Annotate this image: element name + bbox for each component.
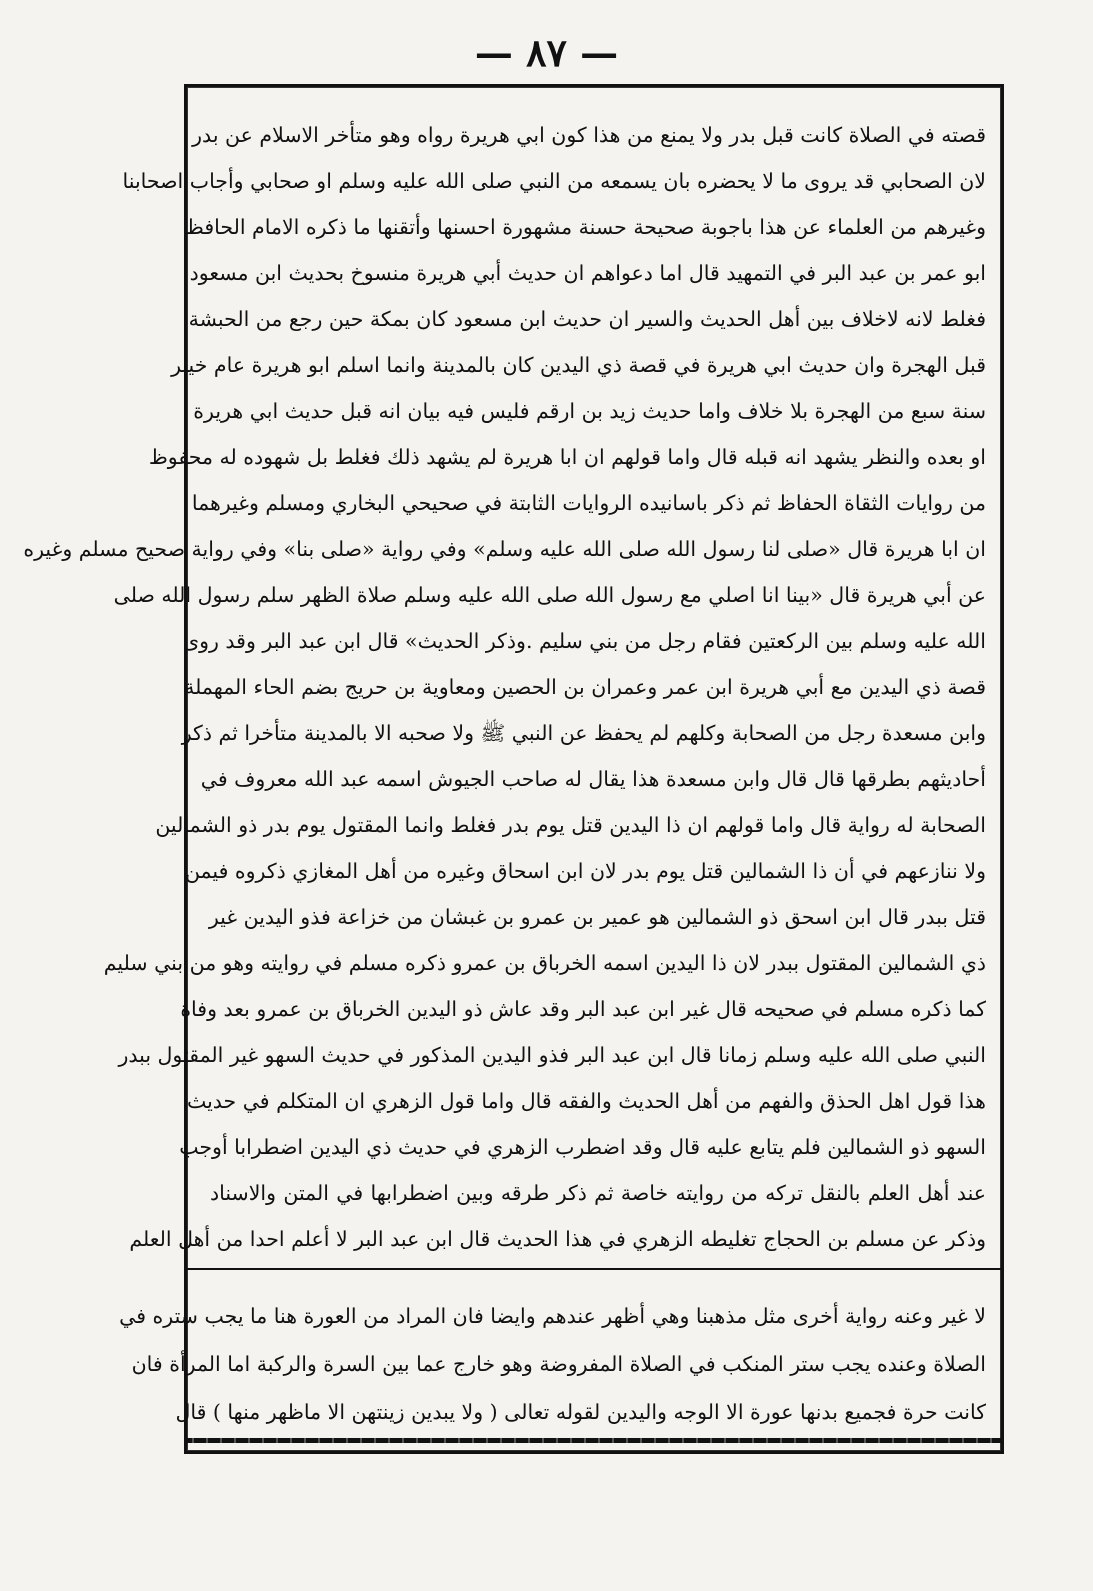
footnote-line: كانت حرة فجميع بدنها عورة الا الوجه واليدين لقوله تعالى ( ولا يبدين زينتهن الا ماظهر منها ) قال	[175, 1400, 986, 1424]
text-line: عند أهل العلم بالنقل تركه من روايته خاصة ثم ذكر طرقه وبين اضطرابها في المتن والاسناد	[210, 1181, 986, 1205]
text-line: من روايات الثقاة الحفاظ ثم ذكر باسانيده الروايات الثابتة في صحيحي البخاري ومسلم وغيرهما	[191, 491, 986, 515]
footnote-text	[119, 1292, 986, 1436]
text-line: قصة ذي اليدين مع أبي هريرة ابن عمر وعمران بن الحصين ومعاوية بن حريج بضم الحاء المهملة	[184, 675, 986, 699]
text-line: السهو ذو الشمالين فلم يتابع عليه قال وقد اضطرب الزهري في حديث ذي اليدين اضطرابا أوجب	[179, 1135, 986, 1159]
text-line: ولا ننازعهم في أن ذا الشمالين قتل يوم بدر لان ابن اسحاق وغيره من أهل المغازي ذكروه فيمن	[184, 859, 986, 883]
footnote-divider	[186, 1268, 1002, 1270]
text-line: ان ابا هريرة قال «صلى لنا رسول الله صلى الله عليه وسلم» وفي رواية «صلى بنا» وفي رواية صحيح مسلم وغيره	[23, 537, 986, 561]
text-line: ابو عمر بن عبد البر في التمهيد قال اما دعواهم ان حديث أبي هريرة منسوخ بحديث ابن مسعود	[189, 261, 986, 285]
text-line: كما ذكره مسلم في صحيحه قال غير ابن عبد البر وقد عاش ذو اليدين الخرباق بن عمرو بعد وفاة	[180, 997, 986, 1021]
text-line: وذكر عن مسلم بن الحجاج تغليطه الزهري في هذا الحديث قال ابن عبد البر لا أعلم احدا من أهل العلم	[129, 1227, 986, 1251]
text-line: الصحابة له رواية قال واما قولهم ان ذا اليدين قتل يوم بدر فغلط وانما المقتول يوم بدر ذو الشمالين	[155, 813, 986, 837]
text-line: أحاديثهم بطرقها قال قال وابن مسعدة هذا يقال له صاحب الجيوش اسمه عبد الله معروف في	[200, 767, 986, 791]
text-line: فغلط لانه لاخلاف بين أهل الحديث والسير ان حديث ابن مسعود كان بمكة حين رجع من الحبشة	[188, 307, 986, 331]
page-number: — ٨٧ —	[474, 30, 619, 75]
footnote-line: لا غير وعنه رواية أخرى مثل مذهبنا وهي أظهر عندهم وايضا فان المراد من العورة هنا ما يجب ستره في	[119, 1304, 986, 1328]
footnote-line: الصلاة وعنده يجب ستر المنكب في الصلاة المفروضة وهو خارج عما بين السرة والركبة اما المرأة فان	[131, 1352, 986, 1376]
text-line: لان الصحابي قد يروى ما لا يحضره بان يسمعه من النبي صلى الله عليه وسلم او صحابي وأجاب اصحابنا	[122, 169, 986, 193]
text-line: الله عليه وسلم بين الركعتين فقام رجل من بني سليم .وذكر الحديث» قال ابن عبد البر وقد روى	[183, 629, 986, 653]
text-line: قتل ببدر قال ابن اسحق ذو الشمالين هو عمير بن عمرو بن غبشان من خزاعة فذو اليدين غير	[208, 905, 986, 929]
bottom-rule	[186, 1438, 1002, 1443]
text-line: او بعده والنظر يشهد انه قبله قال واما قولهم ان ابا هريرة لم يشهد ذلك فغلط بل شهوده له محفوظ	[148, 445, 986, 469]
text-line: قصته في الصلاة كانت قبل بدر ولا يمنع من هذا كون ابي هريرة رواه وهو متأخر الاسلام عن بدر	[192, 123, 986, 147]
text-line: سنة سبع من الهجرة بلا خلاف واما حديث زيد بن ارقم فليس فيه بيان انه قبل حديث ابي هريرة	[193, 399, 986, 423]
text-line: وابن مسعدة رجل من الصحابة وكلهم لم يحفظ عن النبي ﷺ ولا صحبه الا بالمدينة متأخرا ثم ذكر	[181, 721, 986, 745]
text-line: عن أبي هريرة قال «بينا انا اصلي مع رسول الله صلى الله عليه وسلم صلاة الظهر سلم رسول الله صلى	[113, 583, 986, 607]
text-line: النبي صلى الله عليه وسلم زمانا قال ابن عبد البر فذو اليدين المذكور في حديث السهو غير المقتول ببدر	[118, 1043, 986, 1067]
text-line: ذي الشمالين المقتول ببدر لان ذا اليدين اسمه الخرباق بن عمرو ذكره مسلم في روايته وهو من بني سليم	[103, 951, 986, 975]
text-line: هذا قول اهل الحذق والفهم من أهل الحديث والفقه قال واما قول الزهري ان المتكلم في حديث	[186, 1089, 986, 1113]
main-text	[23, 112, 986, 1262]
text-line: قبل الهجرة وان حديث ابي هريرة في قصة ذي اليدين كان بالمدينة وانما اسلم ابو هريرة عام خيبر	[171, 353, 986, 377]
text-line: وغيرهم من العلماء عن هذا باجوبة صحيحة حسنة مشهورة احسنها وأتقنها ما ذكره الامام الحافظ	[184, 215, 986, 239]
